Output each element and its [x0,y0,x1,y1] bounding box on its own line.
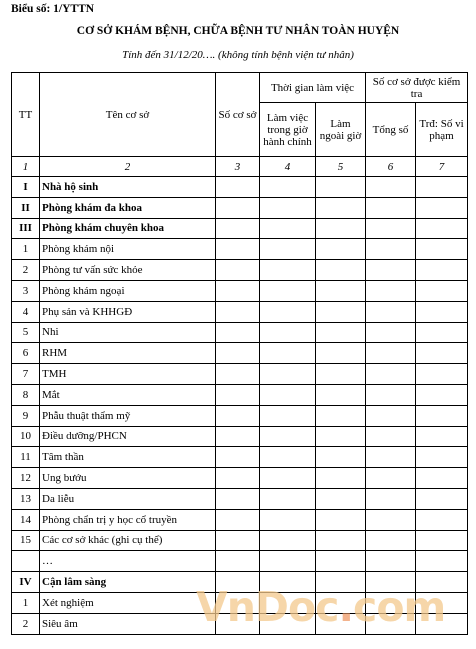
col-number: 3 [216,157,260,177]
empty-cell [416,197,468,218]
empty-cell [260,613,316,634]
facilities-table [11,72,468,635]
empty-cell [260,405,316,426]
table-row [12,405,468,426]
row-name: Cận lâm sàng [40,572,216,593]
col-number: 5 [316,157,366,177]
empty-cell [366,488,416,509]
empty-cell [260,468,316,489]
col-number: 4 [260,157,316,177]
empty-cell [260,343,316,364]
row-name: Nhi [40,322,216,343]
empty-cell [316,551,366,572]
row-name: RHM [40,343,216,364]
table-row [12,384,468,405]
empty-cell [260,530,316,551]
row-tt: 3 [12,280,40,301]
empty-cell [366,384,416,405]
empty-cell [416,592,468,613]
empty-cell [366,426,416,447]
empty-cell [260,239,316,260]
empty-cell [366,239,416,260]
row-tt [12,551,40,572]
empty-cell [216,239,260,260]
empty-cell [316,530,366,551]
row-tt: 2 [12,613,40,634]
empty-cell [316,177,366,198]
table-row [12,572,468,593]
header-time-group: Thời gian làm việc [260,73,366,103]
row-tt: 4 [12,301,40,322]
empty-cell [416,301,468,322]
empty-cell [416,405,468,426]
empty-cell [260,551,316,572]
row-tt: 5 [12,322,40,343]
table-row [12,177,468,198]
watermark-logo: VnDoc.com [196,583,446,631]
empty-cell [316,488,366,509]
empty-cell [216,280,260,301]
table-row [12,239,468,260]
row-tt: 15 [12,530,40,551]
empty-cell [316,613,366,634]
empty-cell [366,613,416,634]
table-row [12,322,468,343]
row-tt: 1 [12,592,40,613]
row-name: Tâm thần [40,447,216,468]
row-tt: 1 [12,239,40,260]
row-name: TMH [40,364,216,385]
row-name: Mắt [40,384,216,405]
row-name: Phẫu thuật thẩm mỹ [40,405,216,426]
table-row [12,343,468,364]
table-row [12,613,468,634]
row-tt: 10 [12,426,40,447]
empty-cell [366,530,416,551]
row-tt: 14 [12,509,40,530]
table-row [12,509,468,530]
row-name: Phòng khám nội [40,239,216,260]
table-row [12,530,468,551]
row-name: Phụ sản và KHHGĐ [40,301,216,322]
empty-cell [316,509,366,530]
empty-cell [260,280,316,301]
empty-cell [316,468,366,489]
row-tt: 2 [12,260,40,281]
header-tt: TT [12,73,40,157]
row-name: Các cơ sở khác (ghi cụ thể) [40,530,216,551]
row-tt: 8 [12,384,40,405]
empty-cell [366,447,416,468]
empty-cell [316,343,366,364]
empty-cell [416,384,468,405]
table-row [12,280,468,301]
empty-cell [366,343,416,364]
row-tt: 7 [12,364,40,385]
table-row [12,468,468,489]
empty-cell [316,218,366,239]
table-row [12,488,468,509]
empty-cell [316,405,366,426]
empty-cell [260,488,316,509]
empty-cell [216,613,260,634]
empty-cell [366,280,416,301]
empty-cell [216,572,260,593]
row-tt: 13 [12,488,40,509]
empty-cell [416,260,468,281]
row-name: Phòng khám chuyên khoa [40,218,216,239]
empty-cell [416,239,468,260]
empty-cell [260,509,316,530]
empty-cell [416,218,468,239]
empty-cell [416,551,468,572]
empty-cell [416,447,468,468]
empty-cell [216,509,260,530]
row-name: Xét nghiệm [40,592,216,613]
empty-cell [316,572,366,593]
table-row [12,197,468,218]
empty-cell [366,509,416,530]
row-name: Phòng chẩn trị y học cổ truyền [40,509,216,530]
col-number: 7 [416,157,468,177]
row-tt: IV [12,572,40,593]
table-row [12,592,468,613]
header-total: Tổng số [366,103,416,157]
empty-cell [316,322,366,343]
empty-cell [366,572,416,593]
table-row [12,218,468,239]
empty-cell [416,530,468,551]
row-tt: 6 [12,343,40,364]
empty-cell [366,177,416,198]
empty-cell [416,322,468,343]
col-number: 1 [12,157,40,177]
header-name: Tên cơ sở [40,73,216,157]
empty-cell [216,426,260,447]
empty-cell [416,177,468,198]
row-name: Da liễu [40,488,216,509]
col-number: 2 [40,157,216,177]
empty-cell [366,260,416,281]
empty-cell [260,218,316,239]
row-tt: III [12,218,40,239]
empty-cell [260,197,316,218]
empty-cell [316,426,366,447]
empty-cell [260,384,316,405]
row-name: Điều dưỡng/PHCN [40,426,216,447]
empty-cell [366,592,416,613]
document-title: CƠ SỞ KHÁM BỆNH, CHỮA BỆNH TƯ NHÂN TOÀN HUYỆN [76,25,400,37]
empty-cell [260,260,316,281]
empty-cell [216,260,260,281]
row-tt: II [12,197,40,218]
table-row [12,364,468,385]
header-row-1 [12,73,468,103]
row-name: Siêu âm [40,613,216,634]
empty-cell [316,260,366,281]
empty-cell [216,530,260,551]
empty-cell [216,364,260,385]
empty-cell [216,551,260,572]
header-office-hours: Làm việc trong giờ hành chính [260,103,316,157]
empty-cell [216,197,260,218]
empty-cell [366,218,416,239]
empty-cell [416,488,468,509]
empty-cell [366,405,416,426]
header-violations: Trđ: Số vi phạm [416,103,468,157]
empty-cell [260,301,316,322]
header-after-hours: Làm ngoài giờ [316,103,366,157]
empty-cell [416,509,468,530]
empty-cell [416,343,468,364]
empty-cell [216,322,260,343]
row-tt: 11 [12,447,40,468]
empty-cell [260,572,316,593]
empty-cell [366,364,416,385]
row-tt: 12 [12,468,40,489]
empty-cell [216,343,260,364]
table-row [12,447,468,468]
empty-cell [260,592,316,613]
empty-cell [316,197,366,218]
header-inspected-group: Số cơ sở được kiểm tra [366,73,468,103]
row-name: Nhà hộ sinh [40,177,216,198]
empty-cell [316,301,366,322]
empty-cell [316,239,366,260]
empty-cell [416,364,468,385]
empty-cell [366,301,416,322]
row-tt: 9 [12,405,40,426]
row-tt: I [12,177,40,198]
empty-cell [216,384,260,405]
col-number: 6 [366,157,416,177]
empty-cell [216,592,260,613]
empty-cell [416,468,468,489]
document-subtitle: Tính đến 31/12/20…. (không tính bệnh viện tư nhân) [122,49,354,61]
empty-cell [316,364,366,385]
row-name: Phòng khám ngoại [40,280,216,301]
empty-cell [416,426,468,447]
empty-cell [260,322,316,343]
empty-cell [316,280,366,301]
header-count: Số cơ sở [216,73,260,157]
empty-cell [260,364,316,385]
empty-cell [316,592,366,613]
empty-cell [316,384,366,405]
column-number-row [12,157,468,177]
row-name: Ung bướu [40,468,216,489]
empty-cell [416,572,468,593]
empty-cell [216,447,260,468]
empty-cell [366,197,416,218]
empty-cell [216,301,260,322]
table-row [12,260,468,281]
row-name: … [40,551,216,572]
row-name: Phòng tư vấn sức khỏe [40,260,216,281]
empty-cell [260,426,316,447]
empty-cell [260,177,316,198]
form-code: Biểu số: 1/YTTN [11,3,95,15]
table-row [12,301,468,322]
empty-cell [316,447,366,468]
table-row [12,426,468,447]
empty-cell [216,177,260,198]
empty-cell [260,447,316,468]
empty-cell [216,468,260,489]
row-name: Phòng khám đa khoa [40,197,216,218]
empty-cell [366,551,416,572]
empty-cell [366,468,416,489]
empty-cell [216,218,260,239]
empty-cell [216,488,260,509]
empty-cell [216,405,260,426]
empty-cell [366,322,416,343]
empty-cell [416,613,468,634]
empty-cell [416,280,468,301]
table-row [12,551,468,572]
